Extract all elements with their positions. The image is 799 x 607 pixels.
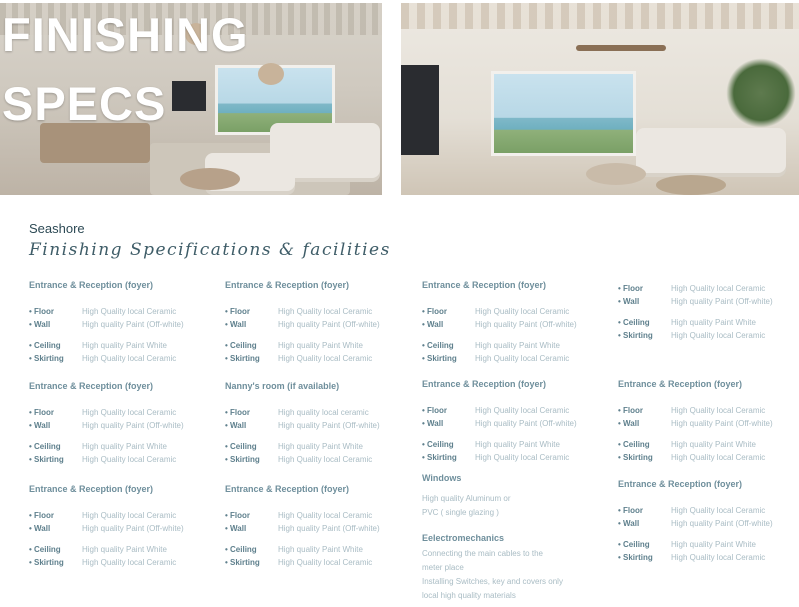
page-subtitle: Finishing Specifications & facilities — [29, 240, 391, 260]
section-title: Entrance & Reception (foyer) — [225, 484, 350, 494]
spec-label: • Floor — [29, 307, 55, 316]
spec-label: • Floor — [225, 511, 251, 520]
spec-value: High quality Paint (Off-white) — [278, 524, 380, 533]
spec-value: High Quality local Ceramic — [82, 354, 177, 363]
section-title: Entrance & Reception (foyer) — [422, 379, 547, 389]
spec-value: High Quality local Ceramic — [82, 558, 177, 567]
spec-value: High quality Paint (Off-white) — [82, 320, 184, 329]
spec-label: • Skirting — [29, 455, 64, 464]
spec-label: • Ceiling — [29, 545, 61, 554]
spec-label: • Ceiling — [618, 540, 650, 549]
spec-value: High Quality local Ceramic — [671, 331, 766, 340]
section-title: Entrance & Reception (foyer) — [618, 479, 743, 489]
spec-label: • Floor — [618, 506, 644, 515]
spec-label: • Skirting — [422, 354, 457, 363]
spec-value: High Quality local Ceramic — [475, 354, 570, 363]
spec-value: High quality Paint (Off-white) — [671, 419, 773, 428]
spec-label: • Wall — [618, 297, 640, 306]
spec-value: High quality Paint White — [82, 442, 167, 451]
spec-value: High quality Paint (Off-white) — [475, 419, 577, 428]
tv-shape — [401, 65, 439, 155]
spec-value: High quality Paint White — [671, 440, 756, 449]
electro-line: local high quality materials — [422, 591, 516, 600]
banner-line-1: FINISHING — [2, 8, 249, 61]
ceiling-beams — [401, 3, 799, 29]
spec-value: High Quality local Ceramic — [475, 453, 570, 462]
tv-shape — [172, 81, 206, 111]
spec-label: • Ceiling — [225, 442, 257, 451]
spec-label: • Wall — [618, 419, 640, 428]
sofa — [636, 128, 786, 173]
spec-value: High Quality local Ceramic — [278, 511, 373, 520]
spec-value: High quality Paint White — [278, 545, 363, 554]
spec-value: High Quality local Ceramic — [278, 307, 373, 316]
spec-label: • Wall — [422, 419, 444, 428]
windows-line: High quality Aluminum or — [422, 494, 511, 503]
windows-line: PVC ( single glazing ) — [422, 508, 499, 517]
section-title: Entrance & Reception (foyer) — [29, 280, 154, 290]
plant — [726, 58, 796, 128]
spec-value: High quality Paint (Off-white) — [82, 421, 184, 430]
spec-label: • Floor — [618, 406, 644, 415]
spec-label: • Floor — [422, 406, 448, 415]
section-title: Nanny's room (if available) — [225, 381, 340, 391]
windows-title: Windows — [422, 473, 462, 483]
section-title: Entrance & Reception (foyer) — [29, 381, 154, 391]
coffee-table — [180, 168, 240, 190]
brand-name: Seashore — [29, 221, 85, 236]
coffee-table — [656, 175, 726, 195]
spec-value: High quality Paint White — [475, 341, 560, 350]
spec-label: • Wall — [225, 421, 247, 430]
spec-label: • Skirting — [618, 331, 653, 340]
spec-value: High Quality local Ceramic — [475, 406, 570, 415]
spec-value: High Quality local Ceramic — [82, 408, 177, 417]
spec-label: • Floor — [422, 307, 448, 316]
spec-value: High quality Paint White — [278, 341, 363, 350]
spec-label: • Ceiling — [422, 341, 454, 350]
spec-value: High quality Paint (Off-white) — [82, 524, 184, 533]
pendant-lamp — [258, 63, 284, 85]
spec-value: High quality Paint White — [475, 440, 560, 449]
section-title: Entrance & Reception (foyer) — [422, 280, 547, 290]
spec-label: • Floor — [225, 408, 251, 417]
spec-value: High Quality local Ceramic — [82, 511, 177, 520]
spec-label: • Skirting — [618, 453, 653, 462]
spec-label: • Wall — [29, 524, 51, 533]
coffee-table — [586, 163, 646, 185]
spec-value: High quality Paint (Off-white) — [278, 320, 380, 329]
spec-label: • Ceiling — [225, 545, 257, 554]
spec-value: High Quality local Ceramic — [671, 284, 766, 293]
window-view — [491, 71, 636, 156]
spec-label: • Floor — [225, 307, 251, 316]
spec-value: High quality Paint (Off-white) — [278, 421, 380, 430]
spec-label: • Skirting — [422, 453, 457, 462]
spec-label: • Floor — [618, 284, 644, 293]
spec-value: High Quality local Ceramic — [671, 453, 766, 462]
spec-label: • Wall — [225, 524, 247, 533]
spec-label: • Ceiling — [29, 442, 61, 451]
spec-label: • Ceiling — [618, 440, 650, 449]
electro-line: meter place — [422, 563, 464, 572]
spec-value: High Quality local Ceramic — [475, 307, 570, 316]
spec-label: • Wall — [29, 320, 51, 329]
spec-label: • Ceiling — [225, 341, 257, 350]
spec-value: High quality Paint (Off-white) — [475, 320, 577, 329]
banner-line-2: SPECS — [2, 77, 167, 130]
lounge-photo — [401, 3, 799, 195]
electro-line: Installing Switches, key and covers only — [422, 577, 563, 586]
electro-title: Eelectromechanics — [422, 533, 505, 543]
spec-value: High Quality local Ceramic — [278, 354, 373, 363]
spec-value: High Quality local Ceramic — [82, 455, 177, 464]
spec-value: High quality Paint White — [671, 540, 756, 549]
spec-label: • Ceiling — [29, 341, 61, 350]
spec-value: High Quality local Ceramic — [278, 558, 373, 567]
spec-label: • Wall — [29, 421, 51, 430]
spec-value: High Quality local Ceramic — [671, 506, 766, 515]
section-title: Entrance & Reception (foyer) — [225, 280, 350, 290]
spec-label: • Skirting — [618, 553, 653, 562]
section-title: Entrance & Reception (foyer) — [29, 484, 154, 494]
spec-label: • Ceiling — [422, 440, 454, 449]
electro-line: Connecting the main cables to the — [422, 549, 543, 558]
spec-label: • Ceiling — [618, 318, 650, 327]
spec-label: • Floor — [29, 511, 55, 520]
spec-label: • Skirting — [225, 354, 260, 363]
section-title: Entrance & Reception (foyer) — [618, 379, 743, 389]
spec-value: High quality local ceramic — [278, 408, 369, 417]
spec-label: • Wall — [225, 320, 247, 329]
spec-label: • Skirting — [225, 455, 260, 464]
spec-value: High Quality local Ceramic — [671, 406, 766, 415]
spec-value: High quality Paint White — [82, 545, 167, 554]
spec-label: • Skirting — [225, 558, 260, 567]
spec-label: • Skirting — [29, 354, 64, 363]
spec-value: High quality Paint White — [671, 318, 756, 327]
spec-value: High Quality local Ceramic — [671, 553, 766, 562]
spec-value: High quality Paint (Off-white) — [671, 297, 773, 306]
spec-label: • Wall — [422, 320, 444, 329]
spec-value: High Quality local Ceramic — [278, 455, 373, 464]
ceiling-fan — [576, 45, 666, 51]
spec-label: • Wall — [618, 519, 640, 528]
spec-value: High quality Paint White — [82, 341, 167, 350]
spec-value: High quality Paint (Off-white) — [671, 519, 773, 528]
spec-value: High Quality local Ceramic — [82, 307, 177, 316]
spec-label: • Skirting — [29, 558, 64, 567]
spec-value: High quality Paint White — [278, 442, 363, 451]
spec-label: • Floor — [29, 408, 55, 417]
